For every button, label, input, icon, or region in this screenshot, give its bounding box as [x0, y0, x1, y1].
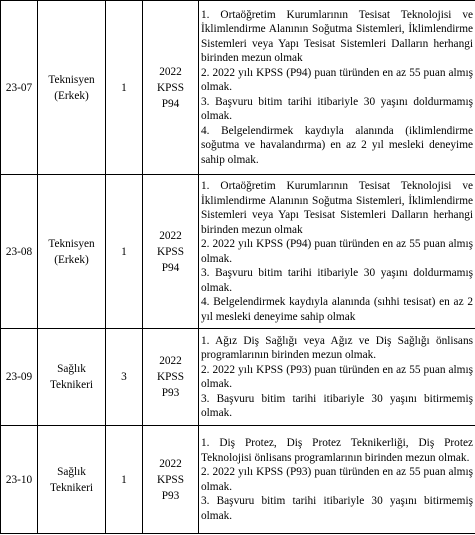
- requirement-item: 3. Başvuru bitim tarihi itibariyle 30 yaşını doldurmamış olmak.: [201, 267, 473, 294]
- position-title: [38, 329, 106, 426]
- position-code: 23-07: [1, 1, 38, 175]
- exam-score-type: [143, 426, 199, 534]
- requirement-item: 2. 2022 yılı KPSS (P93) puan türünden en az 55 puan almış olmak.: [201, 363, 473, 390]
- position-title: [38, 426, 106, 534]
- requirement-item: 4. Belgelendirmek kaydıyla alanında (sıhhi tesisat) en az 2 yıl mesleki deneyime sahip olmak: [201, 296, 473, 323]
- requirement-item: 2. 2022 yılı KPSS (P93) puan türünden en az 55 puan almış olmak.: [201, 466, 473, 493]
- exam-score-type: [143, 175, 199, 329]
- exam-score-code: P93: [161, 489, 180, 502]
- requirement-item: 4. Belgelendirmek kaydıyla alanında (iklimlendirme soğutma ve havalandırma) en az 2 yıl mesleki deneyime sahip olmak.: [201, 124, 473, 166]
- requirements-cell: [199, 175, 475, 329]
- exam-year: 2022: [159, 457, 182, 470]
- requirements-cell: [199, 426, 475, 534]
- position-quantity: 3: [106, 329, 143, 426]
- exam-name: KPSS: [156, 473, 184, 486]
- requirement-item: 3. Başvuru bitim tarihi itibariyle 30 yaşını bitirmemiş olmak.: [201, 495, 473, 522]
- table-row: [1, 175, 475, 329]
- requirement-item: 2. 2022 yılı KPSS (P94) puan türünden en az 55 puan almış olmak.: [201, 66, 473, 94]
- requirement-item: 3. Başvuru bitim tarihi itibariyle 30 yaşını bitirmemiş olmak.: [201, 392, 473, 419]
- exam-name: KPSS: [156, 371, 184, 383]
- position-code: 23-09: [1, 329, 38, 426]
- exam-year: 2022: [159, 65, 182, 78]
- position-code: 23-08: [1, 175, 38, 329]
- requirement-item: 3. Başvuru bitim tarihi itibariyle 30 yaşını doldurmamış olmak.: [201, 95, 473, 123]
- positions-table-body: [1, 1, 475, 534]
- position-quantity: 1: [106, 426, 143, 534]
- position-quantity: 1: [106, 1, 143, 175]
- position-title-line: Teknikeri: [49, 379, 94, 391]
- requirement-item: 1. Ortaöğretim Kurumlarının Tesisat Teknolojisi ve İklimlendirme Alanının Soğutma Sistemleri, İklimlendirme Sistemleri veya Yapı Tesisat Sistemleri Dalların herhangi birinden mezun olmak: [201, 180, 473, 236]
- exam-score-code: P94: [161, 261, 180, 274]
- requirement-item: 2. 2022 yılı KPSS (P94) puan türünden en az 55 puan almış olmak.: [201, 238, 473, 265]
- requirement-item: 1. Diş Protez, Diş Protez Teknikerliği, Diş Protez Teknolojisi önlisans programlarının birinden mezun olmak.: [201, 437, 473, 464]
- position-title-line: Teknikeri: [49, 481, 94, 494]
- exam-year: 2022: [159, 229, 182, 242]
- table-row: [1, 426, 475, 534]
- table-row: [1, 1, 475, 175]
- table-row: [1, 329, 475, 426]
- requirement-item: 1. Ağız Diş Sağlığı veya Ağız ve Diş Sağlığı önlisans programlarının birinden mezun olmak.: [201, 334, 473, 361]
- position-quantity: 1: [106, 175, 143, 329]
- position-code: 23-10: [1, 426, 38, 534]
- position-title-line: Teknisyen: [48, 73, 95, 86]
- position-title-line: (Erkek): [54, 253, 89, 266]
- position-title: [38, 1, 106, 175]
- exam-score-type: [143, 329, 199, 426]
- exam-score-code: P94: [161, 97, 180, 110]
- exam-name: KPSS: [156, 245, 184, 258]
- position-title-line: Sağlık: [57, 363, 86, 375]
- exam-year: 2022: [159, 355, 182, 367]
- requirements-cell: [199, 329, 475, 426]
- exam-name: KPSS: [156, 81, 184, 94]
- position-title: [38, 175, 106, 329]
- position-title-line: Teknisyen: [48, 237, 95, 250]
- exam-score-type: [143, 1, 199, 175]
- exam-score-code: P93: [161, 387, 180, 399]
- requirement-item: 1. Ortaöğretim Kurumlarının Tesisat Teknolojisi ve İklimlendirme Alanının Soğutma Sistemleri, İklimlendirme Sistemleri veya Yapı Tesisat Sistemleri Dalların herhangi birinden mezun olmak: [201, 8, 473, 65]
- position-title-line: Sağlık: [57, 465, 86, 478]
- requirements-cell: [199, 1, 475, 175]
- position-title-line: (Erkek): [54, 89, 89, 102]
